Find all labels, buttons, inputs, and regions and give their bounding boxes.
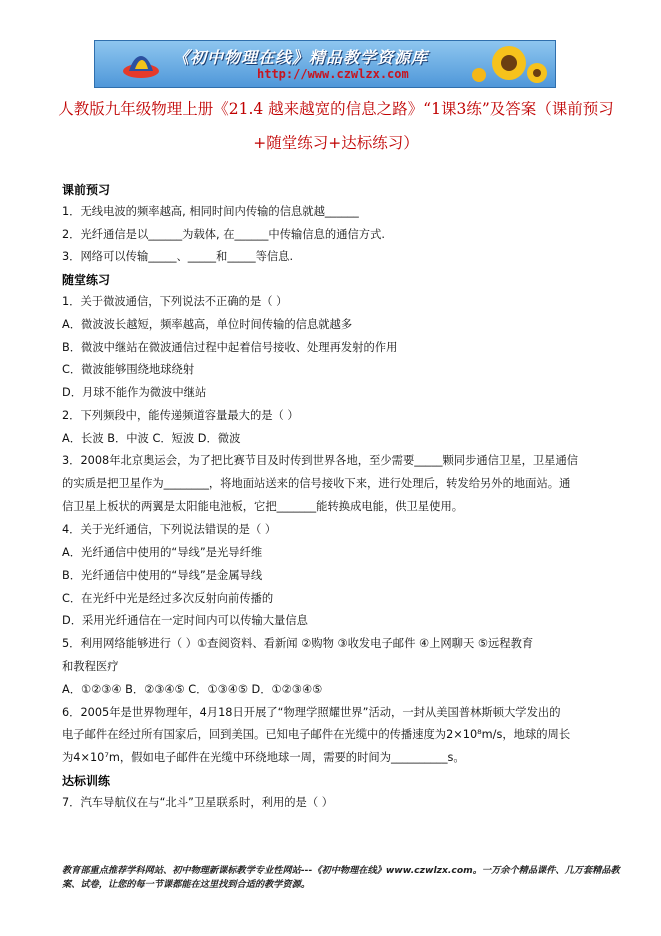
option-line: A．①②③④ B．②③④⑤ C．①③④⑤ D．①②③④⑤	[62, 683, 323, 696]
sunflower-icon	[459, 43, 549, 85]
banner-title: 《初中物理在线》精品教学资源库	[173, 48, 429, 67]
question-line: 3．2008年北京奥运会，为了把比赛节目及时传到世界各地，至少需要_____颗同步通信卫星，卫星通信	[62, 454, 579, 467]
question-line: 2．下列频段中，能传递频道容量最大的是（ ）	[62, 409, 299, 422]
question-line: 信卫星上板状的两翼是太阳能电池板，它把_______能转换成电能，供卫星使用。	[62, 500, 464, 513]
question-line: 4．关于光纤通信，下列说法错误的是（ ）	[62, 523, 277, 536]
option-line: D．月球不能作为微波中继站	[62, 386, 207, 399]
option-line: A．光纤通信中使用的“导线”是光导纤维	[62, 546, 263, 559]
question-line: 7．汽车导航仪在与“北斗”卫星联系时，利用的是（ ）	[62, 796, 334, 809]
question-line: 2．光纤通信是以______为载体, 在______中传输信息的通信方式.	[62, 228, 385, 241]
question-line: 和教程医疗	[62, 660, 119, 673]
option-line: B．光纤通信中使用的“导线”是金属导线	[62, 569, 263, 582]
option-line: C．微波能够围绕地球绕射	[62, 363, 195, 376]
question-line: 为4×10⁷m，假如电子邮件在光缆中环绕地球一周，需要的时间为__________s。	[62, 751, 465, 764]
question-line: 1．关于微波通信，下列说法不正确的是（ ）	[62, 295, 288, 308]
option-line: C．在光纤中光是经过多次反射向前传播的	[62, 592, 274, 605]
question-line: 3．网络可以传输_____、_____和_____等信息.	[62, 250, 294, 263]
option-line: B．微波中继站在微波通信过程中起着信号接收、处理再发射的作用	[62, 341, 398, 354]
page-footer: 教育部重点推荐学科网站、初中物理新课标教学专业性网站---《初中物理在线》www.czwlzx.com。一万余个精品课件、几万套精品教案、试卷，让您的每一节课都能在这里找到合适的教学资源。	[62, 865, 620, 890]
section-heading-standard: 达标训练	[62, 774, 111, 788]
option-line: D．采用光纤通信在一定时间内可以传输大量信息	[62, 614, 308, 627]
question-line: 6．2005年是世界物理年，4月18日开展了“物理学照耀世界”活动，一封从美国普林斯顿大学发出的	[62, 706, 561, 719]
banner-url[interactable]: http://www.czwlzx.com	[257, 67, 409, 81]
site-logo-icon	[121, 47, 161, 81]
section-heading-class: 随堂练习	[62, 273, 111, 287]
question-line: 电子邮件在经过所有国家后，回到美国。已知电子邮件在光缆中的传播速度为2×10⁸m/s，地球的周长	[62, 728, 571, 741]
question-line: 1．无线电波的频率越高, 相同时间内传输的信息就越______	[62, 205, 359, 218]
question-line: 5．利用网络能够进行（ ）①查阅资料、看新闻 ②购物 ③收发电子邮件 ④上网聊天 ⑤远程教育	[62, 637, 534, 650]
site-banner	[94, 40, 556, 88]
document-title: 人教版九年级物理上册《21.4 越来越宽的信息之路》“1课3练”及答案（课前预习+随堂练习+达标练习）	[58, 100, 614, 152]
question-line: 的实质是把卫星作为________，将地面站送来的信号接收下来，进行处理后，转发给另外的地面站。通	[62, 477, 571, 490]
option-line: A．微波波长越短，频率越高，单位时间传输的信息就越多	[62, 318, 353, 331]
section-heading-preview: 课前预习	[62, 183, 111, 197]
option-line: A．长波 B．中波 C．短波 D．微波	[62, 432, 241, 445]
